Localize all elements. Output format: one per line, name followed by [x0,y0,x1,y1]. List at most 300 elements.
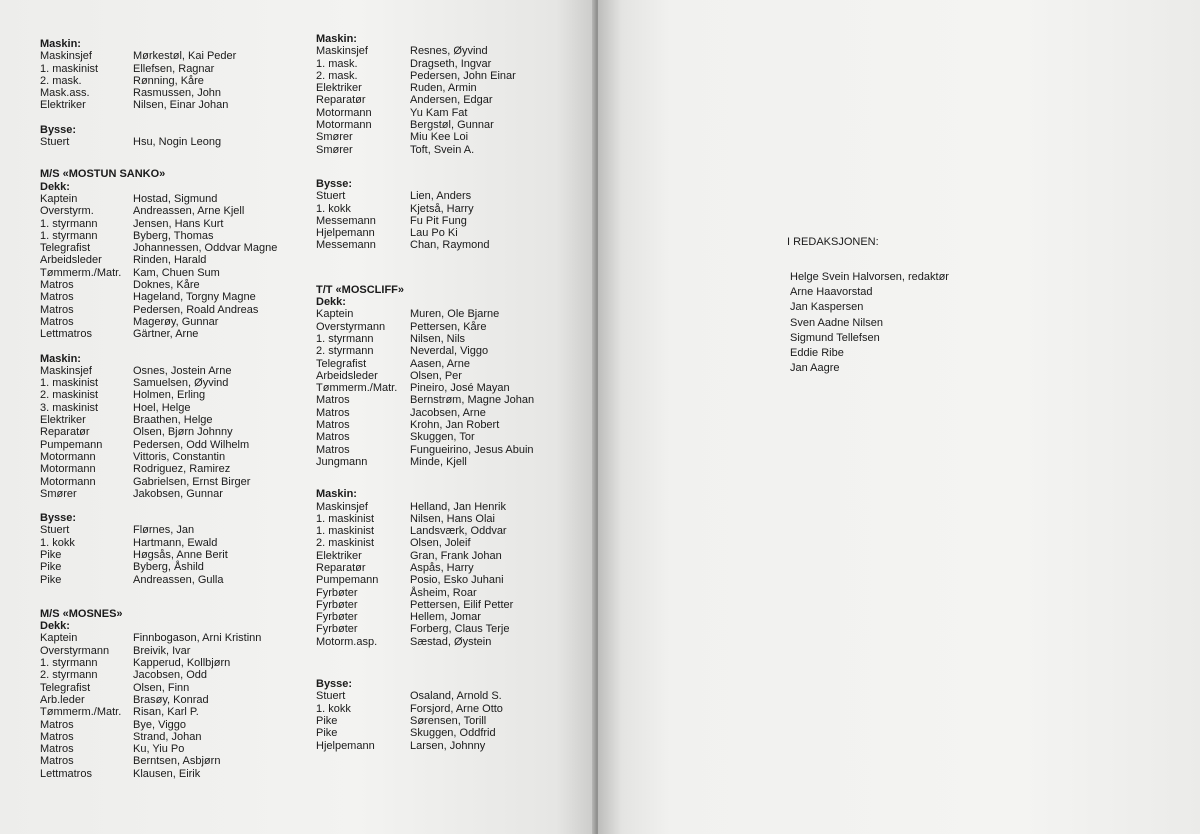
crew-row [316,740,578,752]
crew-name: Minde, Kjell [410,455,467,468]
crew-name: Hartmann, Ewald [133,536,218,549]
crew-row [316,131,578,143]
crew-row [40,743,300,755]
crew-role: Jungmann [316,455,368,468]
crew-name: Jacobsen, Arne [410,406,486,419]
crew-role: Reparatør [40,426,90,439]
crew-role: Elektriker [40,414,86,427]
crew-role: Elektriker [316,549,362,562]
crew-name: Fungueirino, Jesus Abuin [410,443,534,456]
ship-heading: T/T «MOSCLIFF» [316,283,404,296]
crew-name: Ellefsen, Ragnar [133,62,215,75]
crew-role: Matros [40,743,74,756]
crew-name: Olsen, Per [410,369,462,382]
crew-row [316,407,578,419]
crew-row [40,706,300,718]
crew-row [40,657,300,669]
crew-name: Yu Kam Fat [410,106,468,119]
crew-role: Maskinsjef [316,500,368,513]
crew-name: Jakobsen, Gunnar [133,487,223,500]
crew-name: Byberg, Åshild [133,561,204,574]
department-heading: Maskin: [316,488,357,501]
crew-name: Landsværk, Oddvar [410,525,507,538]
crew-role: Pumpemann [316,574,379,587]
editorial-member: Helge Svein Halvorsen, redaktør [790,271,949,283]
editorial-member: Arne Haavorstad [790,286,873,299]
crew-row [316,370,578,382]
crew-name: Olsen, Joleif [410,537,471,550]
crew-name: Sørensen, Torill [410,714,487,727]
crew-role: Pike [316,727,338,740]
crew-role: Elektriker [316,82,362,95]
crew-name: Kjetså, Harry [410,202,474,215]
crew-row [316,58,578,70]
crew-name: Resnes, Øyvind [410,45,488,58]
crew-row [40,755,300,767]
crew-row [40,193,300,205]
crew-role: Smører [40,487,77,500]
crew-name: Hellem, Jomar [410,611,481,624]
crew-role: Matros [40,291,74,304]
crew-role: Smører [316,143,353,156]
crew-row [40,205,300,217]
crew-name: Posio, Esko Juhani [410,574,504,587]
editorial-members [790,270,949,376]
department-heading: Maskin: [40,352,81,365]
crew-role: Telegrafist [40,681,91,694]
crew-role: Pike [40,573,62,586]
crew-name: Gärtner, Arne [133,328,199,341]
crew-row [40,731,300,743]
crew-role: Pike [40,548,62,561]
department-heading: Bysse: [40,512,77,525]
crew-role: 1. styrmann [40,217,98,230]
crew-section [40,38,300,112]
crew-row [40,328,300,340]
crew-name: Aspås, Harry [410,561,474,574]
crew-row [40,632,300,644]
crew-row [40,50,300,62]
crew-name: Olsen, Bjørn Johnny [133,426,233,439]
crew-role: Maskinsjef [40,364,92,377]
editorial-box [787,236,949,376]
crew-role: 2. mask. [40,74,82,87]
crew-name: Ku, Yiu Po [133,743,185,756]
crew-name: Krohn, Jan Robert [410,419,500,432]
crew-section [40,512,300,586]
crew-role: Lettmatros [40,328,92,341]
crew-row [316,501,578,513]
crew-name: Rasmussen, John [133,87,222,100]
crew-row [316,587,578,599]
crew-role: 1. kokk [316,202,351,215]
crew-row [316,70,578,82]
crew-role: 2. mask. [316,69,358,82]
crew-role: Lettmatros [40,767,92,780]
crew-row [316,203,578,215]
crew-role: Matros [40,315,74,328]
crew-role: Pike [316,714,338,727]
crew-row [316,456,578,468]
left-page [0,0,598,834]
crew-role: Matros [40,718,74,731]
crew-role: Motormann [40,463,96,476]
department-heading: Bysse: [316,678,353,691]
crew-role: Tømmerm./Matr. [40,706,122,719]
crew-section [40,168,300,340]
crew-row [316,419,578,431]
crew-row [316,574,578,586]
crew-name: Fu Pit Fung [410,214,467,227]
crew-role: Arbeidsleder [316,369,378,382]
crew-row [316,119,578,131]
crew-name: Helland, Jan Henrik [410,500,506,513]
crew-name: Nilsen, Nils [410,332,466,345]
crew-name: Forsjord, Arne Otto [410,702,503,715]
crew-role: Stuert [316,690,346,703]
crew-role: 2. maskinist [316,537,375,550]
crew-name: Forberg, Claus Terje [410,623,510,636]
crew-role: Overstyrmann [316,320,386,333]
crew-name: Sæstad, Øystein [410,635,492,648]
crew-name: Pettersen, Eilif Petter [410,598,514,611]
crew-row [40,768,300,780]
crew-role: Pike [40,561,62,574]
crew-role: Motormann [40,450,96,463]
department-heading: Dekk: [40,620,70,633]
crew-row [316,431,578,443]
crew-row [316,623,578,635]
crew-name: Skuggen, Oddfrid [410,727,496,740]
crew-name: Lien, Anders [410,190,472,203]
crew-role: Messemann [316,214,376,227]
crew-role: Fyrbøter [316,586,358,599]
crew-name: Neverdal, Viggo [410,345,489,358]
crew-row [40,99,300,111]
crew-name: Klausen, Eirik [133,767,201,780]
crew-row [40,719,300,731]
department-heading: Bysse: [40,123,77,136]
crew-role: Hjelpemann [316,227,375,240]
crew-name: Aasen, Arne [410,357,470,370]
editorial-member: Eddie Ribe [790,347,844,360]
crew-role: Elektriker [40,99,86,112]
crew-section [40,353,300,501]
crew-row [40,365,300,377]
crew-name: Andersen, Edgar [410,94,493,107]
crew-name: Rinden, Harald [133,254,207,267]
crew-role: Matros [40,730,74,743]
crew-role: 2. maskinist [40,389,99,402]
crew-row [316,345,578,357]
crew-name: Jacobsen, Odd [133,669,207,682]
crew-section [40,124,300,149]
crew-role: Reparatør [316,561,366,574]
crew-row [316,358,578,370]
crew-name: Pettersen, Kåre [410,320,487,333]
crew-role: Arbeidsleder [40,254,102,267]
crew-role: Tømmerm./Matr. [316,382,398,395]
crew-role: Stuert [40,136,70,149]
crew-role: Fyrbøter [316,598,358,611]
crew-row [40,645,300,657]
crew-role: 1. maskinist [40,62,99,75]
crew-name: Andreassen, Gulla [133,573,224,586]
crew-row [316,525,578,537]
crew-role: Messemann [316,239,376,252]
crew-row [40,279,300,291]
crew-name: Gabrielsen, Ernst Birger [133,475,251,488]
crew-name: Gran, Frank Johan [410,549,502,562]
crew-name: Osaland, Arnold S. [410,690,502,703]
crew-name: Magerøy, Gunnar [133,315,219,328]
crew-row [316,715,578,727]
crew-role: 1. mask. [316,57,358,70]
crew-name: Nilsen, Einar Johan [133,99,229,112]
crew-row [40,218,300,230]
crew-name: Johannessen, Oddvar Magne [133,242,278,255]
crew-name: Nilsen, Hans Olai [410,512,495,525]
crew-row [316,394,578,406]
crew-row [316,636,578,648]
crew-role: 1. styrmann [40,657,98,670]
crew-row [40,524,300,536]
crew-role: Telegrafist [40,242,91,255]
crew-row [40,537,300,549]
crew-name: Flørnes, Jan [133,524,195,537]
crew-name: Samuelsen, Øyvind [133,377,229,390]
crew-row [316,690,578,702]
crew-role: 2. styrmann [316,345,374,358]
crew-row [316,611,578,623]
crew-role: Smører [316,131,353,144]
crew-name: Kapperud, Kollbjørn [133,657,231,670]
crew-name: Rodriguez, Ramirez [133,463,231,476]
crew-row [316,321,578,333]
crew-name: Mørkestøl, Kai Peder [133,50,237,63]
crew-row [40,242,300,254]
crew-row [40,75,300,87]
ship-heading: M/S «MOSNES» [40,607,123,620]
crew-role: 1. kokk [40,536,75,549]
crew-row [316,382,578,394]
crew-role: Fyrbøter [316,611,358,624]
crew-role: Overstyrm. [40,205,94,218]
crew-row [40,87,300,99]
crew-name: Ruden, Armin [410,82,477,95]
crew-row [40,402,300,414]
crew-name: Hostad, Sigmund [133,192,218,205]
crew-column-1 [40,38,300,780]
crew-section [316,678,578,752]
crew-row [40,254,300,266]
crew-name: Strand, Johan [133,730,202,743]
department-heading: Dekk: [40,180,70,193]
crew-role: Maskinsjef [40,50,92,63]
crew-row [40,561,300,573]
crew-role: Reparatør [316,94,366,107]
crew-name: Toft, Svein A. [410,143,475,156]
crew-role: 1. maskinist [40,377,99,390]
crew-name: Brasøy, Konrad [133,693,209,706]
crew-role: Matros [316,394,350,407]
department-heading: Maskin: [40,38,81,50]
crew-role: Mask.ass. [40,87,90,100]
crew-name: Pedersen, Roald Andreas [133,303,259,316]
crew-role: Tømmerm./Matr. [40,266,122,279]
crew-row [40,682,300,694]
crew-row [316,45,578,57]
crew-row [316,727,578,739]
crew-row [40,230,300,242]
crew-role: Matros [316,431,350,444]
crew-section [40,608,300,780]
crew-role: Motormann [316,106,372,119]
crew-row [40,426,300,438]
crew-name: Olsen, Finn [133,681,190,694]
crew-name: Åsheim, Roar [410,586,477,599]
crew-name: Pineiro, José Mayan [410,382,510,395]
crew-name: Hageland, Torgny Magne [133,291,256,304]
crew-row [316,444,578,456]
crew-row [40,316,300,328]
crew-row [316,190,578,202]
crew-name: Hsu, Nogin Leong [133,136,222,149]
crew-row [316,550,578,562]
crew-row [40,267,300,279]
crew-name: Skuggen, Tor [410,431,475,444]
crew-role: Matros [40,279,74,292]
crew-row [40,488,300,500]
department-heading: Dekk: [316,296,346,309]
crew-row [316,215,578,227]
crew-name: Pedersen, Odd Wilhelm [133,438,250,451]
crew-role: Arb.leder [40,693,85,706]
crew-role: Stuert [40,524,70,537]
editorial-title: I REDAKSJONEN: [787,236,879,248]
editorial-member: Sven Aadne Nilsen [790,316,883,329]
crew-row [316,82,578,94]
crew-row [40,451,300,463]
crew-role: Motormann [316,119,372,132]
crew-row [40,63,300,75]
crew-name: Berntsen, Asbjørn [133,755,221,768]
crew-row [316,308,578,320]
crew-name: Byberg, Thomas [133,229,214,242]
crew-row [316,239,578,251]
crew-section [316,178,578,252]
crew-row [316,94,578,106]
editorial-member: Jan Aagre [790,362,840,375]
crew-section [316,488,578,648]
crew-role: Stuert [316,190,346,203]
crew-name: Breivik, Ivar [133,644,191,657]
crew-role: Hjelpemann [316,739,375,752]
crew-role: 3. maskinist [40,401,99,414]
crew-name: Andreassen, Arne Kjell [133,205,245,218]
department-heading: Maskin: [316,33,357,45]
crew-name: Kam, Chuen Sum [133,266,220,279]
crew-row [316,599,578,611]
crew-name: Bernstrøm, Magne Johan [410,394,535,407]
ship-heading: M/S «MOSTUN SANKO» [40,168,166,181]
crew-role: Kaptein [40,632,78,645]
crew-name: Miu Kee Loi [410,131,469,144]
crew-role: Matros [316,443,350,456]
crew-row [40,476,300,488]
crew-row [316,703,578,715]
crew-section [316,33,578,156]
crew-role: Kaptein [316,308,354,321]
crew-row [316,144,578,156]
crew-row [316,513,578,525]
crew-role: Matros [316,419,350,432]
crew-role: 1. styrmann [40,229,98,242]
crew-row [40,549,300,561]
crew-role: 1. kokk [316,702,351,715]
crew-role: Pumpemann [40,438,103,451]
crew-role: Motorm.asp. [316,635,378,648]
crew-name: Holmen, Erling [133,389,206,402]
crew-role: Telegrafist [316,357,367,370]
crew-row [316,333,578,345]
crew-row [40,463,300,475]
crew-name: Bye, Viggo [133,718,187,731]
crew-name: Hoel, Helge [133,401,191,414]
crew-role: 1. styrmann [316,332,374,345]
crew-role: Overstyrmann [40,644,110,657]
crew-row [40,439,300,451]
crew-column-2 [316,33,578,752]
crew-name: Jensen, Hans Kurt [133,217,224,230]
crew-section [316,284,578,468]
crew-row [40,389,300,401]
crew-name: Rønning, Kåre [133,74,204,87]
crew-row [40,304,300,316]
crew-name: Dragseth, Ingvar [410,57,492,70]
crew-name: Doknes, Kåre [133,279,200,292]
crew-name: Pedersen, John Einar [410,69,516,82]
crew-name: Høgsås, Anne Berit [133,548,228,561]
crew-role: 1. maskinist [316,525,375,538]
crew-name: Larsen, Johnny [410,739,486,752]
editorial-member: Sigmund Tellefsen [790,331,880,344]
crew-role: Motormann [40,475,96,488]
crew-name: Osnes, Jostein Arne [133,364,232,377]
crew-role: 2. styrmann [40,669,98,682]
crew-role: Fyrbøter [316,623,358,636]
crew-row [40,669,300,681]
crew-role: Kaptein [40,192,78,205]
crew-row [316,537,578,549]
crew-role: Matros [316,406,350,419]
crew-row [316,562,578,574]
editorial-member: Jan Kaspersen [790,301,864,314]
crew-row [40,291,300,303]
crew-role: Maskinsjef [316,45,368,58]
department-heading: Bysse: [316,177,353,190]
crew-row [40,414,300,426]
crew-name: Finnbogason, Arni Kristinn [133,632,262,645]
crew-role: 1. maskinist [316,512,375,525]
crew-name: Chan, Raymond [410,239,490,252]
crew-row [40,377,300,389]
crew-name: Lau Po Ki [410,227,458,240]
crew-row [316,227,578,239]
right-page [598,0,1200,834]
crew-row [40,136,300,148]
crew-row [40,694,300,706]
